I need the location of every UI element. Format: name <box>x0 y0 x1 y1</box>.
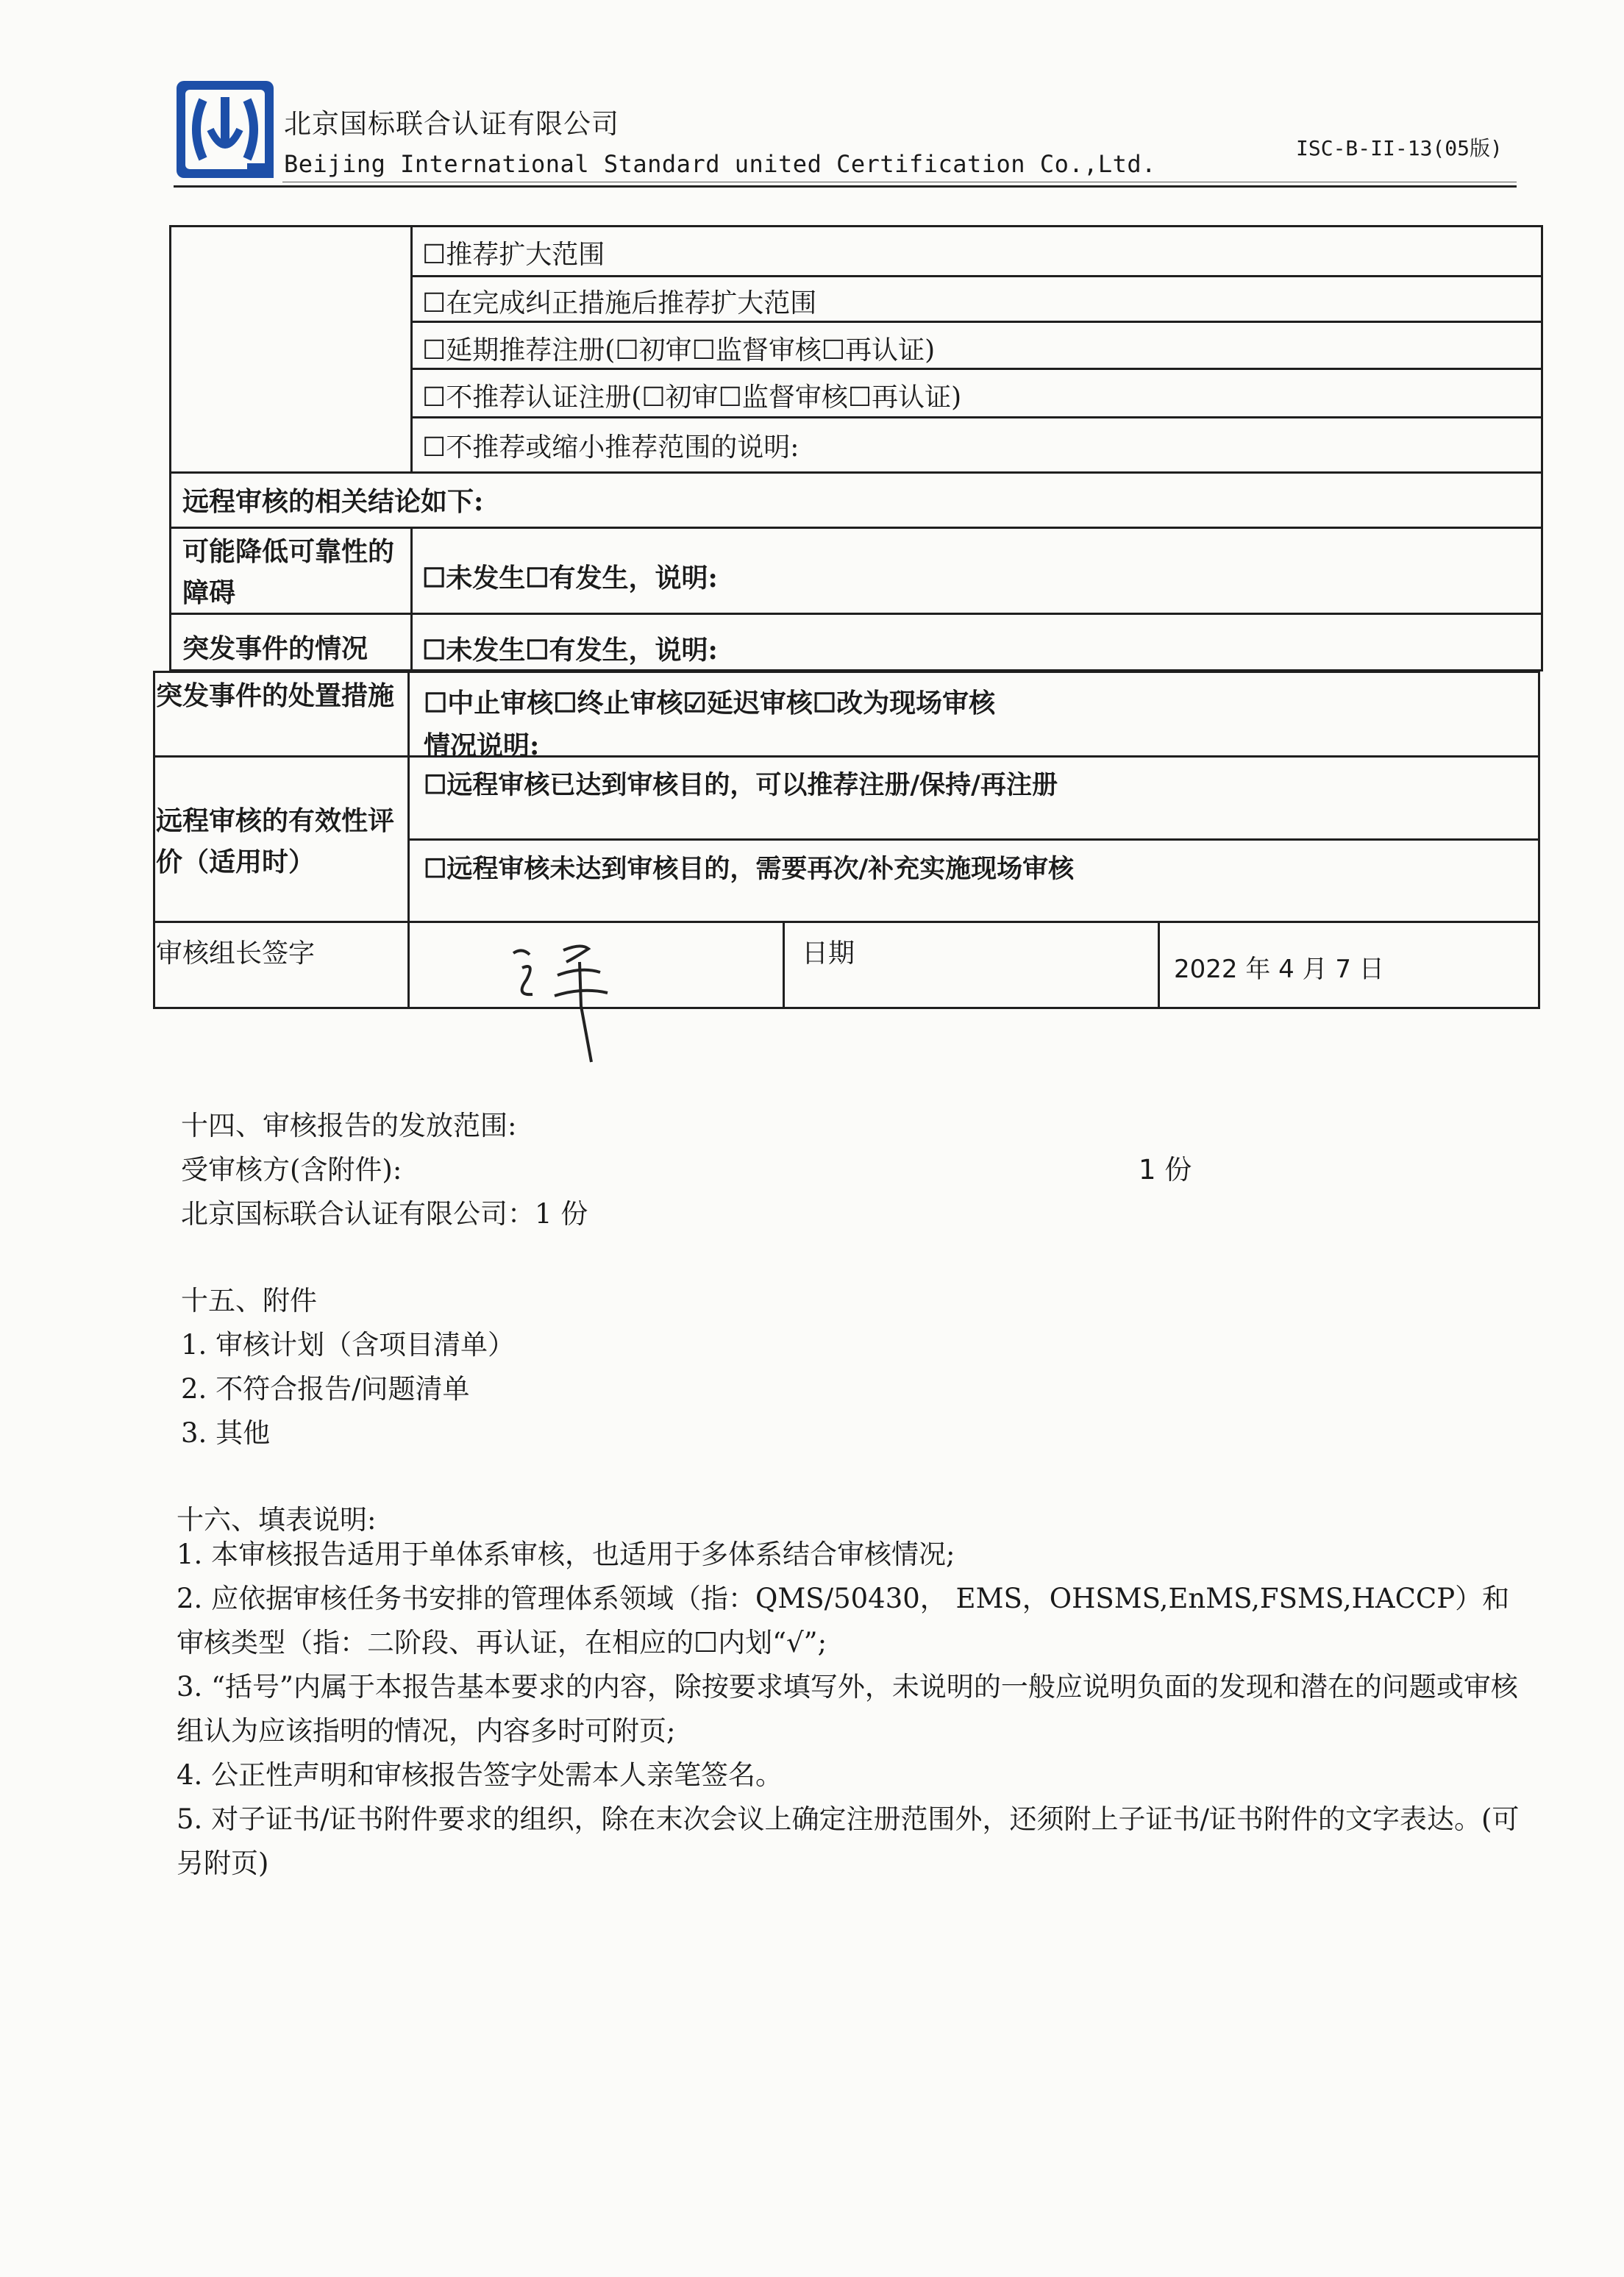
row-line <box>412 416 1543 418</box>
validity-option-2[interactable]: ☐远程审核未达到审核目的，需要再次/补充实施现场审核 <box>424 854 1075 884</box>
row-line <box>412 368 1543 370</box>
emergency-row <box>169 613 1543 671</box>
recommend-option[interactable]: ☐在完成纠正措施后推荐扩大范围 <box>422 288 817 318</box>
company-name-en: Beijing International Standard united Certification Co.,Ltd. <box>284 150 1156 178</box>
leader-signature-label: 审核组长签字 <box>156 938 316 969</box>
emergency-measures-options[interactable]: ☐中止审核☐终止审核☑延迟审核☐改为现场审核 <box>424 688 996 719</box>
date-label: 日期 <box>802 938 855 969</box>
company-name-cn: 北京国标联合认证有限公司 <box>284 108 619 140</box>
attachment-item: 3. 其他 <box>181 1417 271 1449</box>
attachment-item: 2. 不符合报告/问题清单 <box>181 1373 470 1405</box>
recommend-option[interactable]: ☐不推荐或缩小推荐范围的说明: <box>422 432 799 463</box>
emergency-measures-label: 突发事件的处置措施 <box>156 680 395 711</box>
row-line <box>412 321 1543 323</box>
reliability-value[interactable]: ☐未发生☐有发生，说明: <box>422 563 718 594</box>
emergency-measures-note: 情况说明: <box>424 730 540 761</box>
document-code: ISC-B-II-13(05版) <box>1296 136 1503 160</box>
col-divider <box>410 613 413 671</box>
date-value: 2022 年 4 月 7 日 <box>1174 955 1384 984</box>
attachment-item: 1. 审核计划（含项目清单） <box>181 1329 516 1361</box>
reliability-label: 可能降低可靠性的障碍 <box>182 536 395 608</box>
header-divider <box>174 185 1517 188</box>
remote-conclusion-title: 远程审核的相关结论如下: <box>182 486 484 517</box>
instruction-item: 2. 应依据审核任务书安排的管理体系领域（指：QMS/50430， EMS，OHSMS,EnMS,FSMS,HACCP）和审核类型（指：二阶段、再认证，在相应的☐内划“√”; <box>177 1583 1510 1658</box>
row-line <box>412 275 1543 277</box>
instruction-item: 3. “括号”内属于本报告基本要求的内容，除按要求填写外，未说明的一般应说明负面的发现和潜在的问题或审核组认为应该指明的情况，内容多时可附页; <box>177 1671 1518 1747</box>
section14-title: 十四、审核报告的发放范围: <box>181 1110 517 1141</box>
instruction-item: 1. 本审核报告适用于单体系审核，也适用于多体系结合审核情况; <box>177 1539 955 1570</box>
row-line <box>409 838 1540 841</box>
company-copies: 北京国标联合认证有限公司：1 份 <box>181 1198 588 1230</box>
validity-label: 远程审核的有效性评价（适用时） <box>156 805 395 877</box>
emergency-label: 突发事件的情况 <box>182 633 368 664</box>
recommend-option[interactable]: ☐不推荐认证注册(☐初审☐监督审核☐再认证) <box>422 382 962 413</box>
col-divider <box>407 921 410 1009</box>
recommend-option[interactable]: ☐推荐扩大范围 <box>422 240 605 270</box>
col-divider <box>783 921 785 1009</box>
col-divider <box>1158 921 1160 1009</box>
company-logo-icon <box>174 78 277 181</box>
auditee-line: 受审核方(含附件): <box>181 1154 402 1186</box>
instruction-item: 5. 对子证书/证书附件要求的组织，除在末次会议上确定注册范围外，还须附上子证书/证书附件的文字表达。(可另附页) <box>177 1803 1520 1879</box>
auditee-copies: 1 份 <box>1139 1154 1192 1186</box>
handwritten-signature-icon <box>493 933 640 1065</box>
section15-title: 十五、附件 <box>181 1285 317 1316</box>
validity-option-1[interactable]: ☐远程审核已达到审核目的，可以推荐注册/保持/再注册 <box>424 770 1058 800</box>
instruction-item: 4. 公正性声明和审核报告签字处需本人亲笔签名。 <box>177 1759 783 1791</box>
col-divider <box>410 527 413 615</box>
section16-title: 十六、填表说明: <box>177 1504 377 1536</box>
recommend-option[interactable]: ☐延期推荐注册(☐初审☐监督审核☐再认证) <box>422 335 936 366</box>
recommend-divider <box>410 225 413 474</box>
emergency-value[interactable]: ☐未发生☐有发生，说明: <box>422 635 718 666</box>
